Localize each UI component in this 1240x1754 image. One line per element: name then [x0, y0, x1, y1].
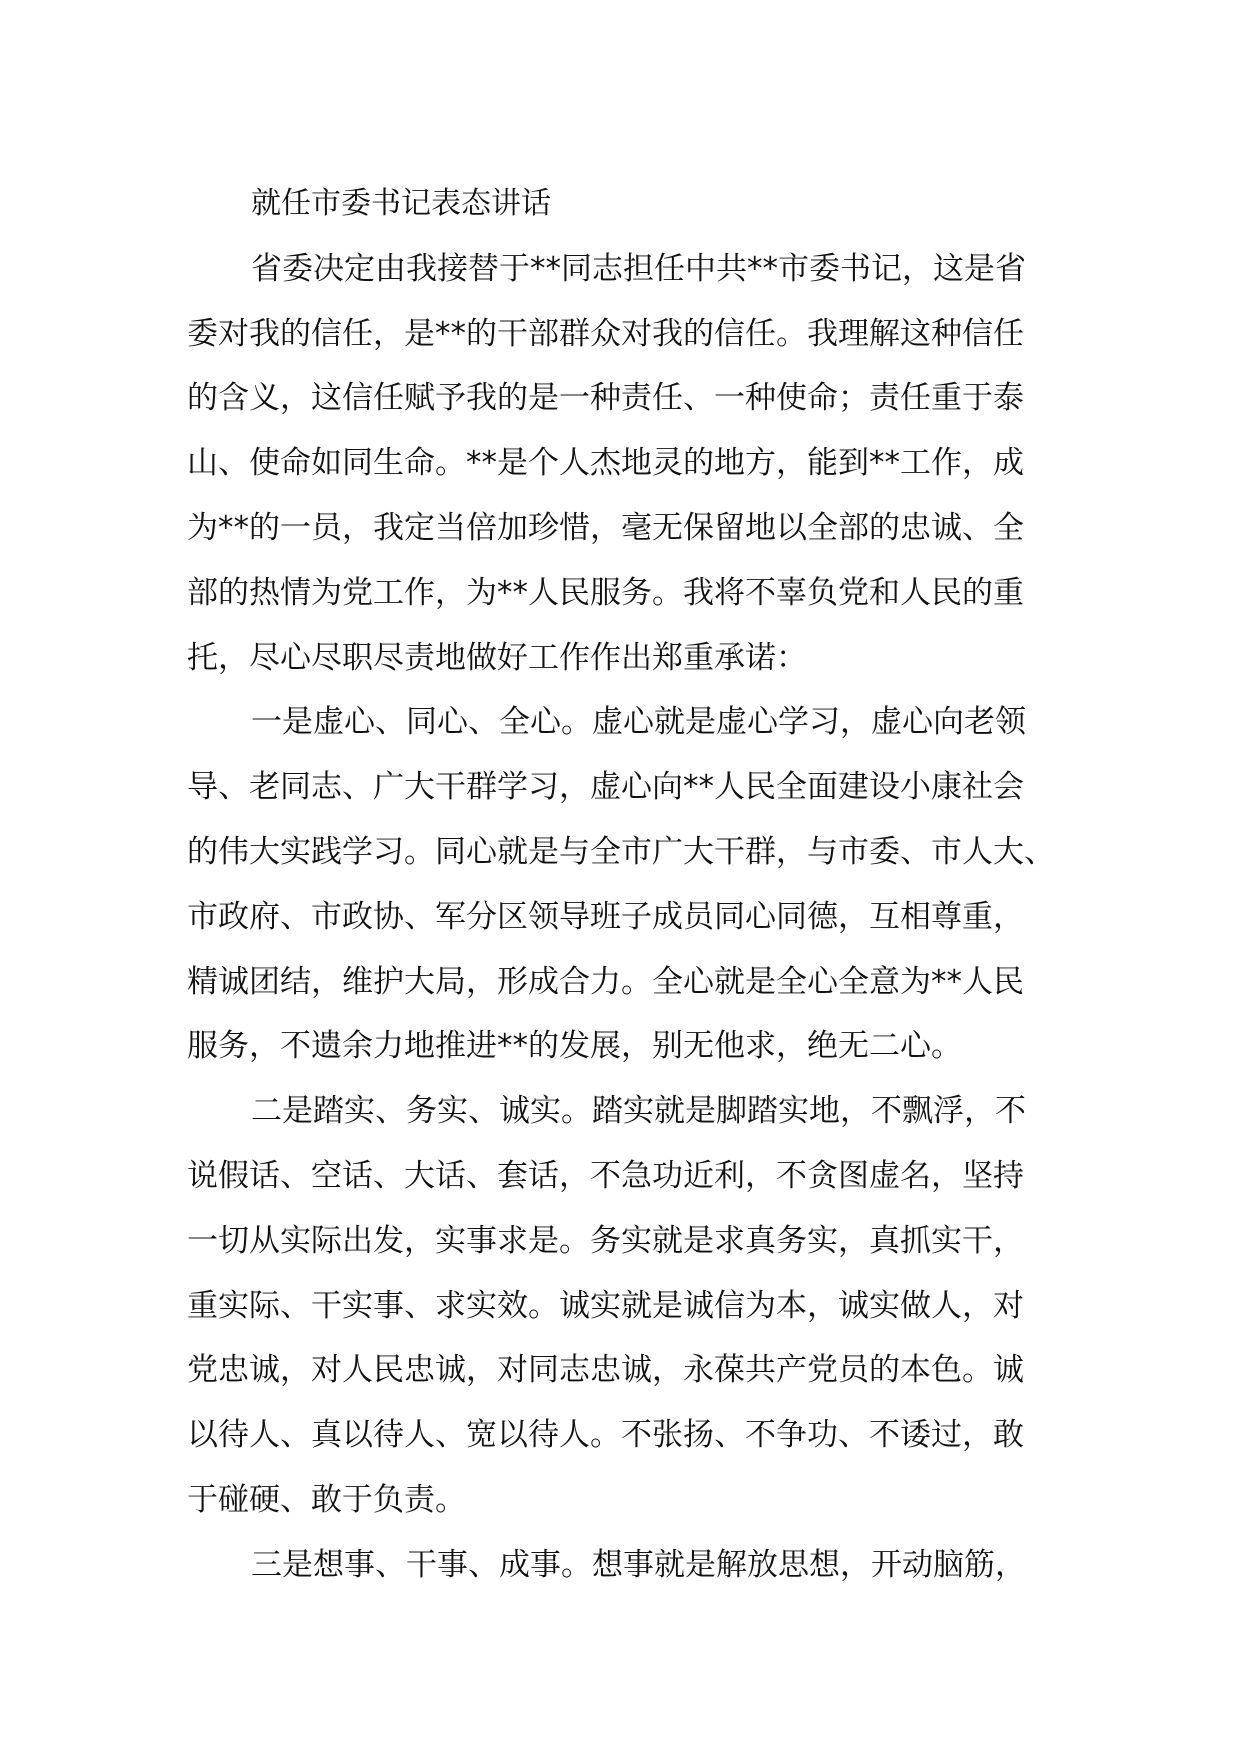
- paragraph-3-line-1: 二是踏实、务实、诚实。踏实就是脚踏实地，不飘浮，不: [251, 1093, 1026, 1130]
- paragraph-3-line-2: 说假话、空话、大话、套话，不急功近利，不贪图虚名，坚持: [187, 1157, 1024, 1194]
- paragraph-1-line-2: 委对我的信任，是**的干部群众对我的信任。我理解这种信任: [187, 315, 1024, 352]
- paragraph-3-line-4: 重实际、干实事、求实效。诚实就是诚信为本，诚实做人，对: [187, 1287, 1024, 1324]
- document-body: [187, 172, 1067, 1598]
- paragraph-1-line-6: 部的热情为党工作，为**人民服务。我将不辜负党和人民的重: [187, 574, 1024, 611]
- paragraph-2-line-3: 的伟大实践学习。同心就是与全市广大干群，与市委、市人大、: [187, 833, 1055, 870]
- paragraph-1-line-1: 省委决定由我接替于**同志担任中共**市委书记，这是省: [251, 250, 1026, 287]
- paragraph-2-line-6: 服务，不遗余力地推进**的发展，别无他求，绝无二心。: [187, 1028, 962, 1065]
- paragraph-3-line-3: 一切从实际出发，实事求是。务实就是求真务实，真抓实干，: [187, 1222, 1024, 1259]
- paragraph-1-line-7: 托，尽心尽职尽责地做好工作作出郑重承诺：: [187, 639, 807, 676]
- paragraph-3-line-6: 以待人、真以待人、宽以待人。不张扬、不争功、不诿过，敢: [187, 1417, 1024, 1454]
- document-title: 就任市委书记表态讲话: [251, 186, 551, 221]
- paragraph-1-line-4: 山、使命如同生命。**是个人杰地灵的地方，能到**工作，成: [187, 445, 1024, 482]
- paragraph-3-line-7: 于碰硬、敢于负责。: [187, 1481, 466, 1518]
- paragraph-3-line-5: 党忠诚，对人民忠诚，对同志忠诚，永葆共产党员的本色。诚: [187, 1352, 1024, 1389]
- paragraph-2-line-2: 导、老同志、广大干群学习，虚心向**人民全面建设小康社会: [187, 769, 1024, 806]
- paragraph-2-line-5: 精诚团结，维护大局，形成合力。全心就是全心全意为**人民: [187, 963, 1024, 1000]
- paragraph-1-line-3: 的含义，这信任赋予我的是一种责任、一种使命；责任重于泰: [187, 380, 1024, 417]
- paragraph-2-line-4: 市政府、市政协、军分区领导班子成员同心同德，互相尊重，: [187, 898, 1024, 935]
- paragraph-4-line-1: 三是想事、干事、成事。想事就是解放思想，开动脑筋，: [251, 1546, 1026, 1583]
- paragraph-2-line-1: 一是虚心、同心、全心。虚心就是虚心学习，虚心向老领: [251, 704, 1026, 741]
- paragraph-1-line-5: 为**的一员，我定当倍加珍惜，毫无保留地以全部的忠诚、全: [187, 509, 1024, 546]
